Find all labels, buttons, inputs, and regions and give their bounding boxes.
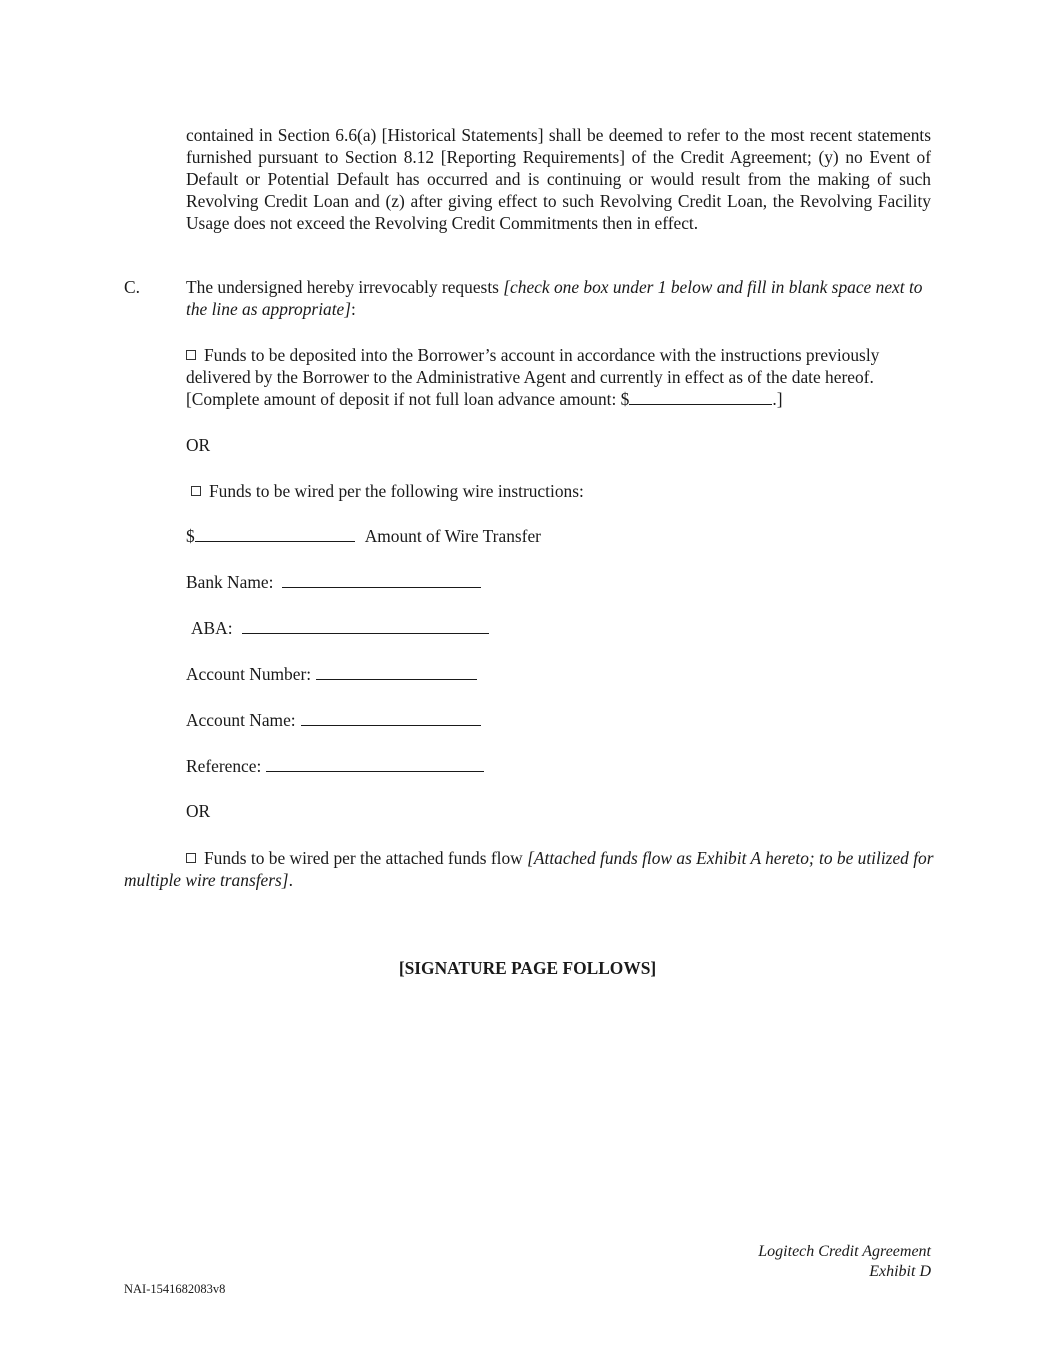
wire-amount-row bbox=[186, 525, 541, 547]
option-deposit-end: .] bbox=[772, 389, 783, 409]
account-number-blank[interactable] bbox=[316, 664, 477, 680]
aba-blank[interactable] bbox=[242, 618, 489, 634]
account-name-label: Account Name: bbox=[186, 710, 296, 730]
reference-row bbox=[186, 755, 484, 777]
reference-blank[interactable] bbox=[266, 756, 484, 772]
footer-agreement bbox=[758, 1242, 931, 1282]
option-deposit bbox=[186, 344, 936, 410]
option-deposit-text: Funds to be deposited into the Borrower’s account in accordance with the instructions previously delivered by the Borrower to the Administrative Agent and currently in effect as of the date hereof. [Complete amount of deposit if not full loan advance amount: $ bbox=[186, 345, 880, 409]
section-c-colon: : bbox=[351, 299, 356, 319]
aba-row bbox=[191, 617, 489, 639]
wire-checkbox[interactable] bbox=[191, 486, 201, 496]
footer-doc-id: NAI-1541682083v8 bbox=[124, 1282, 226, 1296]
section-c-letter: C. bbox=[124, 277, 140, 297]
account-number-label: Account Number: bbox=[186, 664, 312, 684]
section-c-text: The undersigned hereby irrevocably requests bbox=[186, 277, 504, 297]
wire-amount-blank[interactable] bbox=[195, 526, 355, 542]
account-name-blank[interactable] bbox=[301, 710, 481, 726]
option-wire bbox=[191, 480, 584, 502]
or-separator-2: OR bbox=[186, 801, 211, 821]
account-name-row bbox=[186, 709, 481, 731]
funds-flow-checkbox[interactable] bbox=[186, 853, 196, 863]
signature-page-follows: [SIGNATURE PAGE FOLLOWS] bbox=[398, 958, 657, 978]
option-funds-flow-instruction: [Attached funds flow as Exhibit A hereto; to be utilized for multiple wire transfers] bbox=[124, 848, 934, 890]
footer-exhibit: Exhibit D bbox=[869, 1263, 931, 1280]
bank-name-label: Bank Name: bbox=[186, 572, 274, 592]
or-separator-1: OR bbox=[186, 435, 211, 455]
account-number-row bbox=[186, 663, 477, 685]
deposit-amount-blank[interactable] bbox=[629, 389, 772, 405]
wire-amount-label: Amount of Wire Transfer bbox=[364, 526, 541, 546]
option-funds-flow bbox=[124, 847, 934, 891]
bank-name-row bbox=[186, 571, 481, 593]
section-c-request bbox=[186, 276, 931, 320]
option-funds-flow-end: . bbox=[288, 870, 293, 890]
reference-label: Reference: bbox=[186, 756, 262, 776]
wire-amount-prefix: $ bbox=[186, 526, 195, 546]
option-funds-flow-text: Funds to be wired per the attached funds flow bbox=[204, 848, 528, 868]
section-b-continuation: contained in Section 6.6(a) [Historical Statements] shall be deemed to refer to the most recent statements furnished pursuant to Section 8.12 [Reporting Requirements] of the Credit Agreement; (y) no Event of Default or Potential Default has occurred and is continuing or would result from the making of such Revolving Credit Loan and (z) after giving effect to such Revolving Credit Loan, the Revolving Facility Usage does not exceed the Revolving Credit Commitments then in effect. bbox=[186, 125, 931, 233]
bank-name-blank[interactable] bbox=[282, 572, 481, 588]
footer-title: Logitech Credit Agreement bbox=[758, 1243, 931, 1260]
deposit-checkbox[interactable] bbox=[186, 350, 196, 360]
aba-label: ABA: bbox=[191, 618, 233, 638]
option-wire-text: Funds to be wired per the following wire instructions: bbox=[209, 481, 584, 501]
section-c-instruction: [check one box under 1 below and fill in blank space next to the line as appropriate] bbox=[186, 277, 923, 319]
